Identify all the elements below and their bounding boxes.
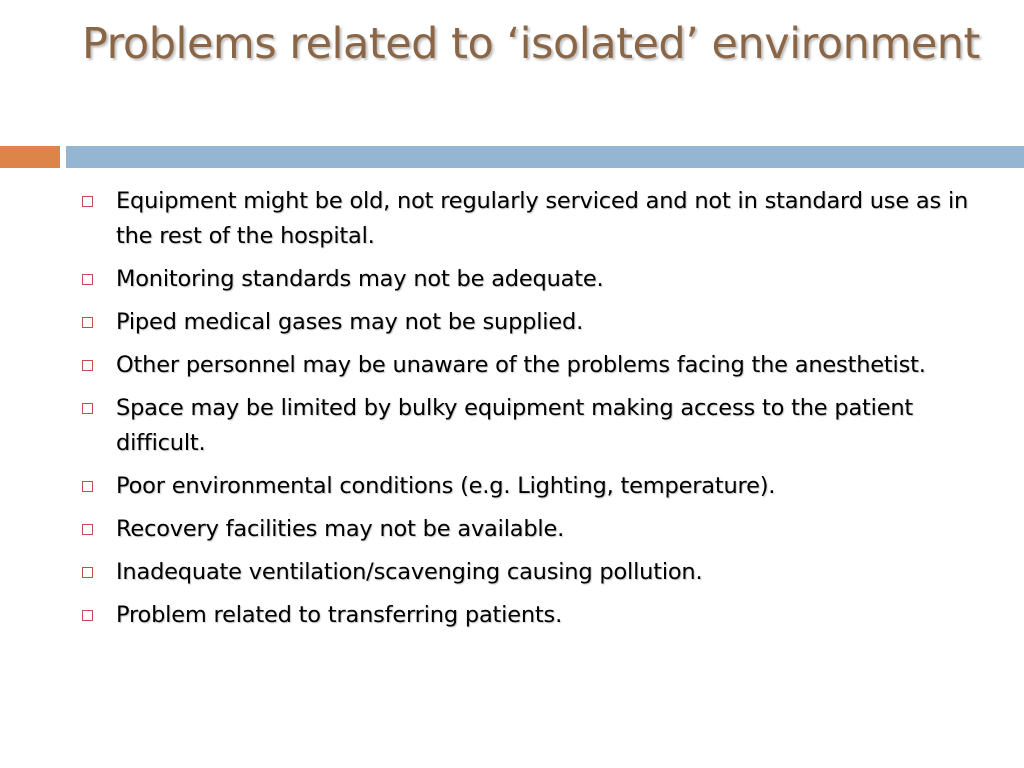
bullet-item <box>82 348 982 383</box>
bullet-text: Recovery facilities may not be available. <box>116 516 565 542</box>
bullet-text: Other personnel may be unaware of the problems facing the anesthetist. <box>116 352 926 378</box>
bullet-item <box>82 391 982 461</box>
bullet-text: Monitoring standards may not be adequate. <box>116 266 604 292</box>
square-bullet-icon <box>82 481 93 492</box>
bullet-text: Poor environmental conditions (e.g. Lighting, temperature). <box>116 473 776 499</box>
square-bullet-icon <box>82 567 93 578</box>
square-bullet-icon <box>82 360 93 371</box>
square-bullet-icon <box>82 196 93 207</box>
bullet-list <box>82 184 982 641</box>
bullet-item <box>82 469 982 504</box>
bullet-item <box>82 262 982 297</box>
square-bullet-icon <box>82 610 93 621</box>
square-bullet-icon <box>82 524 93 535</box>
bullet-item <box>82 184 982 254</box>
bullet-item <box>82 512 982 547</box>
slide-title: Problems related to ‘isolated’ environment <box>82 19 980 69</box>
bullet-text: Equipment might be old, not regularly serviced and not in standard use as in the rest of the hospital. <box>116 188 969 249</box>
bullet-text: Space may be limited by bulky equipment making access to the patient difficult. <box>116 395 914 456</box>
bullet-text: Problem related to transferring patients. <box>116 602 563 628</box>
bullet-item <box>82 555 982 590</box>
square-bullet-icon <box>82 274 93 285</box>
accent-bar-blue <box>66 146 1024 168</box>
accent-bar-orange <box>0 146 60 168</box>
bullet-text: Piped medical gases may not be supplied. <box>116 309 584 335</box>
square-bullet-icon <box>82 403 93 414</box>
square-bullet-icon <box>82 317 93 328</box>
bullet-item <box>82 305 982 340</box>
bullet-text: Inadequate ventilation/scavenging causing pollution. <box>116 559 703 585</box>
bullet-item <box>82 598 982 633</box>
